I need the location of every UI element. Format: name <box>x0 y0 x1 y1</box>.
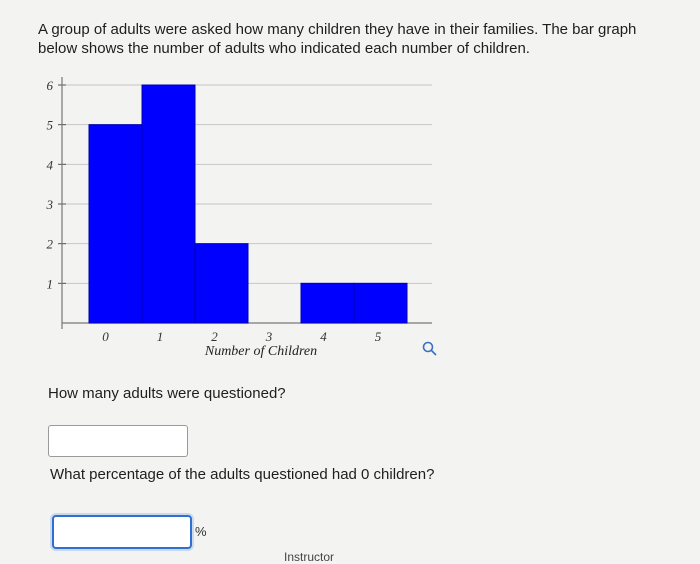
question-2-text: What percentage of the adults questioned had 0 children? <box>50 466 435 483</box>
y-tick-label: 4 <box>46 157 53 173</box>
x-tick-label: 1 <box>156 329 164 344</box>
y-tick-label: 6 <box>46 78 53 93</box>
x-axis-label: Number of Children <box>204 344 318 359</box>
bar-1 <box>142 85 195 323</box>
bar-5 <box>354 283 407 323</box>
bar-4 <box>301 283 354 323</box>
bar-0 <box>89 125 142 323</box>
x-tick-label: 2 <box>211 329 218 344</box>
y-tick-label: 3 <box>46 197 53 212</box>
magnifier-icon <box>424 343 433 352</box>
answer-input-percentage[interactable] <box>52 515 192 549</box>
question-intro: A group of adults were asked how many children they have in their families. The bar graph below shows the number of adults who indicated each number of children. <box>38 21 637 57</box>
x-tick-label: 4 <box>320 329 327 344</box>
y-tick-label: 2 <box>46 236 53 252</box>
instructor-link[interactable]: Instructor <box>284 550 335 564</box>
x-tick-label: 0 <box>102 329 109 344</box>
x-tick-label: 5 <box>374 329 382 344</box>
bar-2 <box>195 244 248 323</box>
question-1-text: How many adults were questioned? <box>48 385 286 402</box>
magnifier-icon-handle <box>432 351 437 356</box>
x-tick-label: 3 <box>265 329 273 344</box>
percent-unit-label: % <box>195 524 207 539</box>
y-tick-label: 5 <box>46 117 53 133</box>
y-tick-label: 1 <box>46 276 53 292</box>
answer-input-adults[interactable] <box>48 425 188 457</box>
